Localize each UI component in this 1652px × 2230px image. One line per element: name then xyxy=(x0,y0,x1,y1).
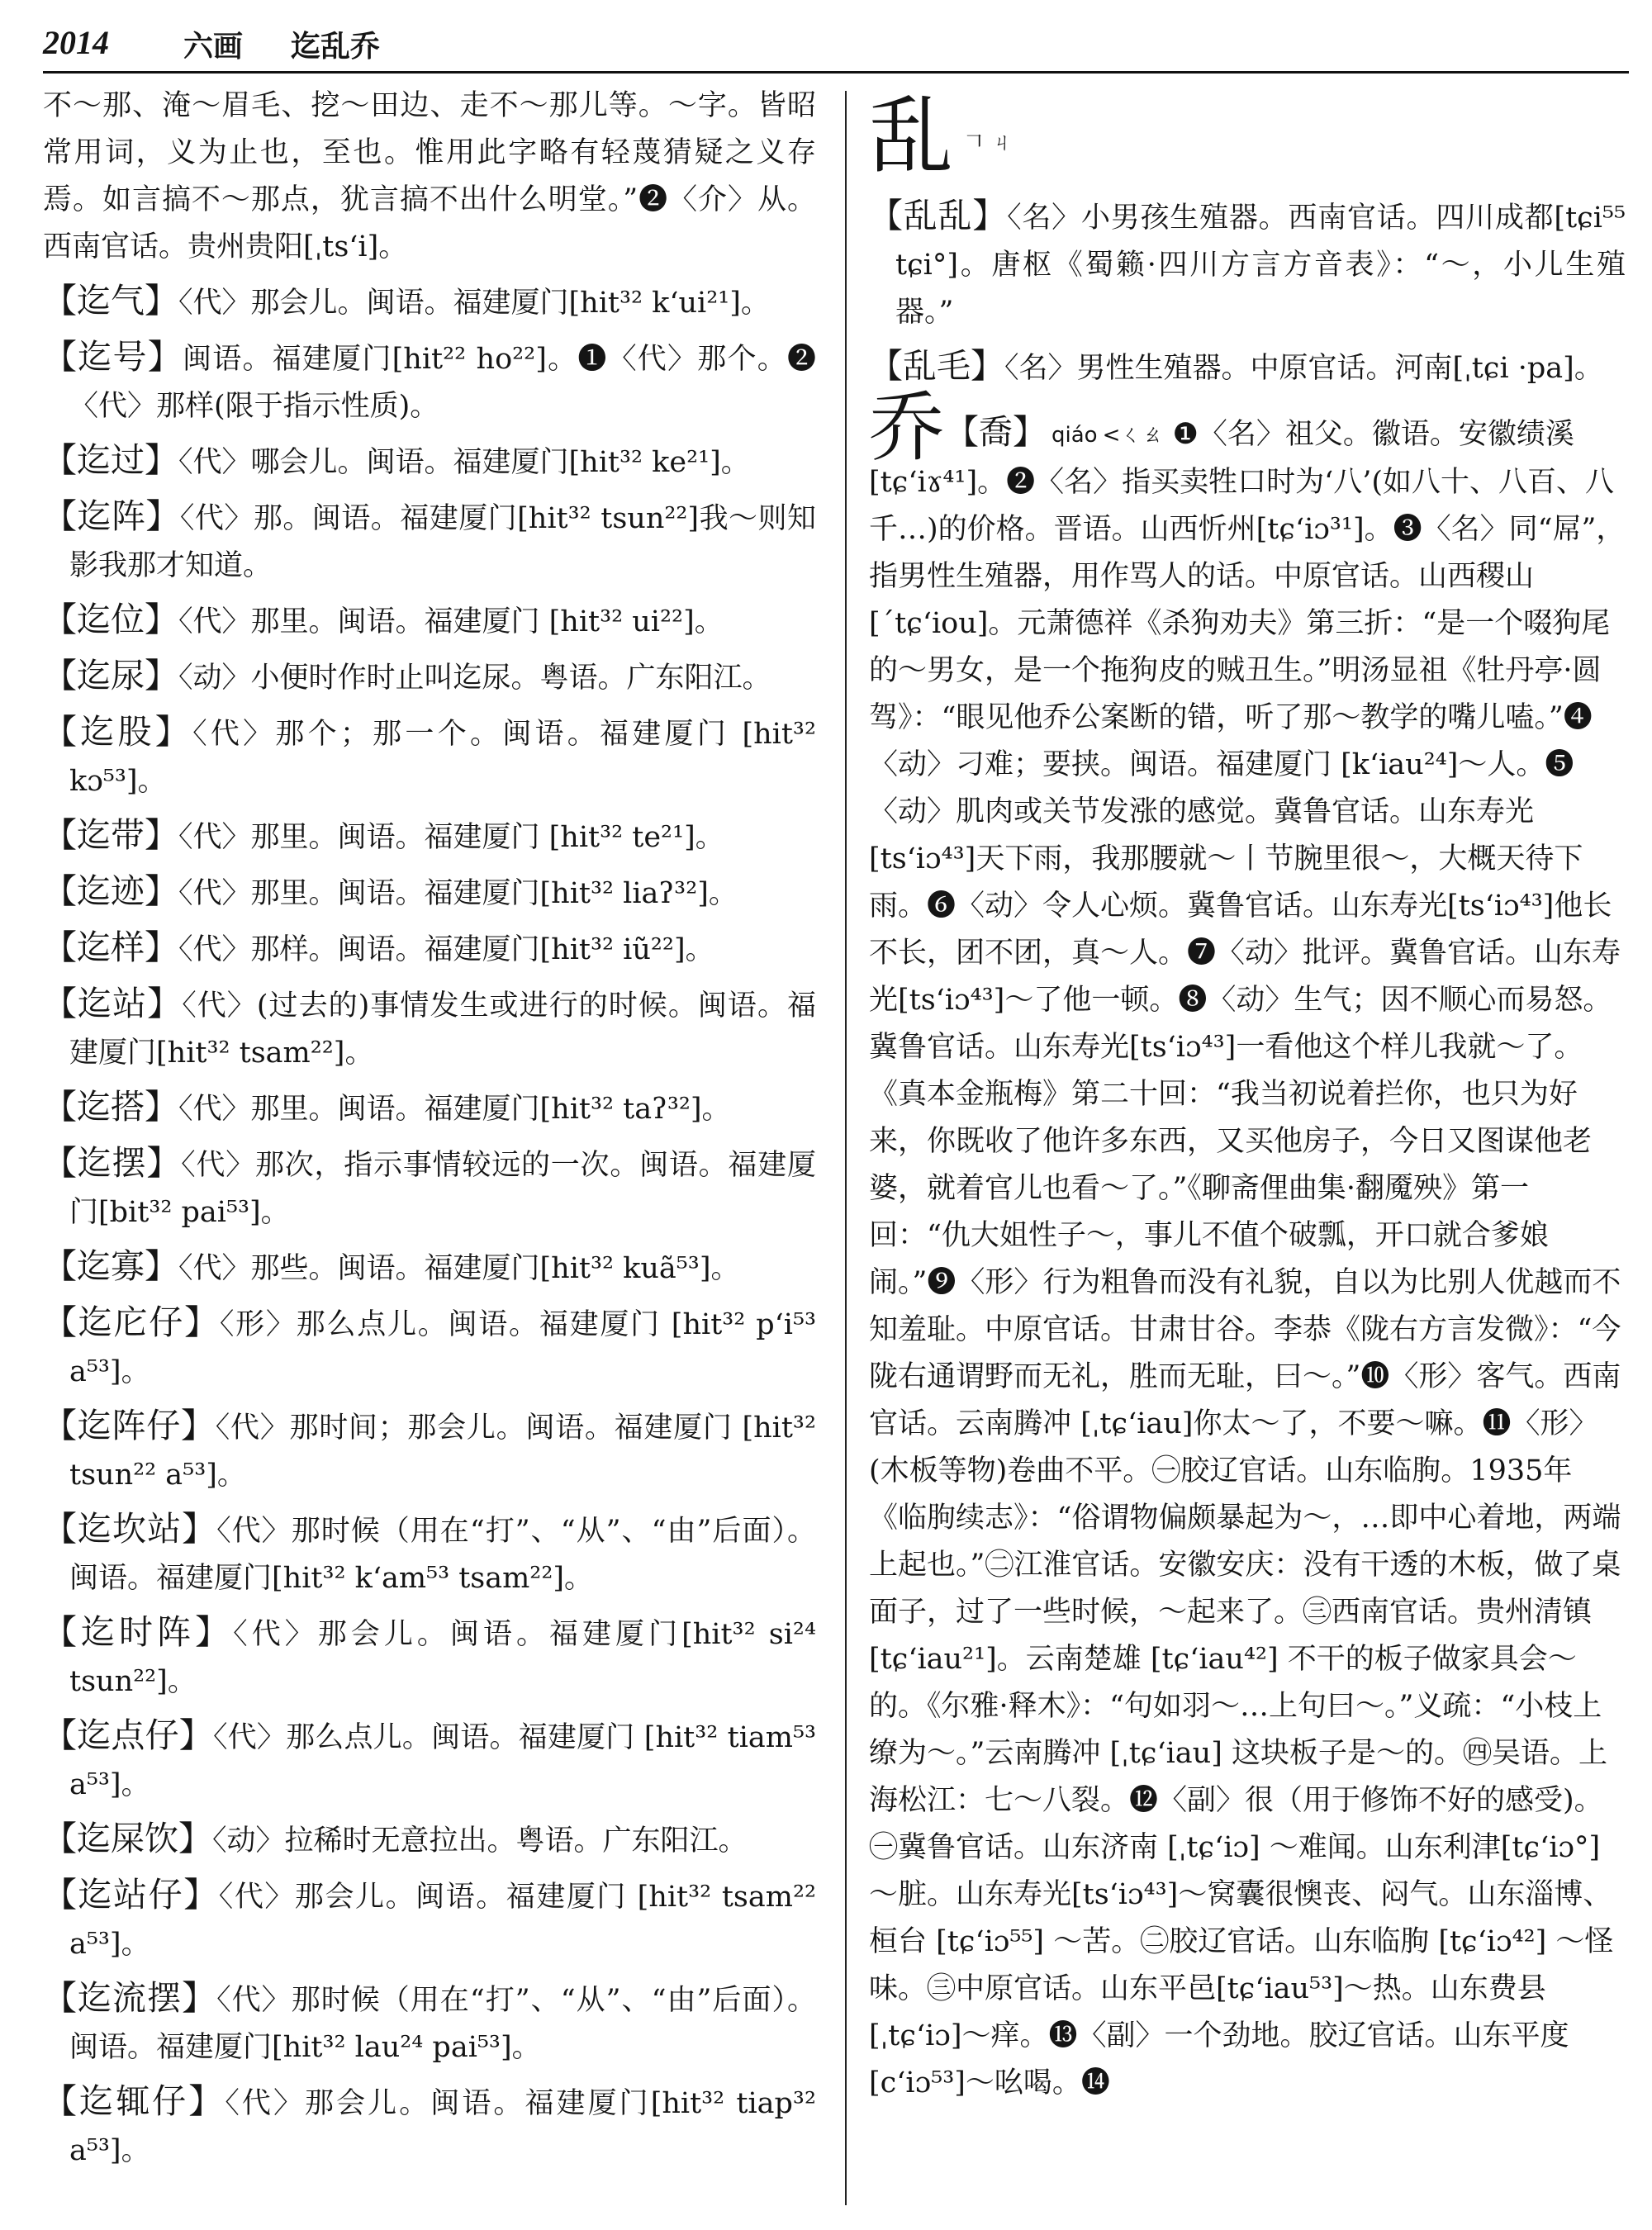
entry-headword: 【迄尿】 xyxy=(43,656,178,695)
entry-definition: 〈代〉那里。闽语。福建厦门 [hit³² ui²²]。 xyxy=(178,605,724,638)
column-divider xyxy=(845,91,847,2205)
entry-headword: 【迄寡】 xyxy=(43,1246,178,1286)
entry-definition: 〈代〉那。闽语。福建厦门[hit³² tsun²²]我～则知影我那才知道。 xyxy=(69,502,816,582)
headword-zha-char: 乱 xyxy=(869,88,953,186)
dictionary-entry xyxy=(43,1872,816,1968)
entry-definition: 〈名〉小男孩生殖器。西南官话。四川成都[tɕi⁵⁵ tɕi°]。唐枢《蜀籁·四川方言方音表》：“～，小儿生殖器。” xyxy=(895,202,1626,330)
dictionary-entry xyxy=(43,278,816,327)
headword-qiao-char: 乔 xyxy=(869,383,946,472)
entry-headword: 【迄阵】 xyxy=(43,496,180,536)
entry-definition: 〈代〉那次，指示事情较远的一次。闽语。福建厦门[bit³² pai⁵³]。 xyxy=(69,1149,816,1229)
entry-definition: 〈形〉那么点儿。闽语。福建厦门 [hit³² pʻi⁵³ a⁵³]。 xyxy=(69,1308,817,1388)
entry-headword: 【迄号】 xyxy=(43,337,183,377)
entry-definition: 〈代〉哪会儿。闽语。福建厦门[hit³² ke²¹]。 xyxy=(178,446,750,479)
entry-definition: 〈代〉那里。闽语。福建厦门[hit³² taʔ³²]。 xyxy=(178,1093,731,1126)
dictionary-entry xyxy=(43,1712,816,1809)
entry-headword: 【迄样】 xyxy=(43,928,178,967)
dictionary-entry xyxy=(43,1402,816,1499)
dictionary-entry xyxy=(43,709,816,805)
entry-headword: 【迄阵仔】 xyxy=(43,1406,216,1445)
entry-definition: 〈代〉那个；那一个。闽语。福建厦门 [hit³² kɔ⁵³]。 xyxy=(69,718,816,798)
dictionary-entry xyxy=(869,192,1626,336)
entry-definition: 〈代〉那时间；那会儿。闽语。福建厦门 [hit³² tsun²² a⁵³]。 xyxy=(69,1412,816,1492)
entry-definition: 〈代〉那时候（用在“打”、“从”、“由”后面）。闽语。福建厦门[hit³² kʻam⁵³ tsam²²]。 xyxy=(69,1515,816,1595)
headword-qiao-variant: 【喬】 xyxy=(945,412,1047,453)
entry-headword: 【迄庀仔】 xyxy=(43,1302,220,1342)
right-column xyxy=(869,83,1626,2110)
dictionary-entry xyxy=(43,652,816,702)
stroke-count: 六画 xyxy=(183,29,244,64)
entry-headword: 【迄流摆】 xyxy=(43,1978,217,2018)
headword-zha xyxy=(869,88,1626,189)
continuation-text: 不～那、淹～眉毛、挖～田边、走不～那儿等。～字。皆昭常用词，义为止也，至也。惟用此字略有轻蔑猜疑之义存焉。如言搞不～那点，犹言搞不出什么明堂。”❷〈介〉从。西南官话。贵州贵阳[ˌtsʻi]。 xyxy=(43,89,816,263)
dictionary-entry xyxy=(43,1140,816,1236)
dictionary-entry xyxy=(43,1609,816,1706)
dictionary-entry xyxy=(43,2078,816,2175)
entry-headword: 【迄站】 xyxy=(43,984,183,1023)
headword-qiao-pinyin: qiáo xyxy=(1051,423,1098,448)
entry-headword: 【迄屎饮】 xyxy=(43,1819,212,1858)
entry-definition: 〈代〉那些。闽语。福建厦门[hit³² kuã⁵³]。 xyxy=(178,1252,740,1285)
headword-qiao-definition: ❶〈名〉祖父。徽语。安徽绩溪[tɕʻiɤ⁴¹]。❷〈名〉指买卖牲口时为‘八’(如八十、八百、八千…)的价格。晋语。山西忻州[tɕʻiɔ³¹]。❸〈名〉同“屌”，指男性生殖器，用作骂人的话。中原官话。山西稷山 [ˊtɕʻiou]。元萧德祥《杀狗劝夫》第三折：“是一个啜狗尾的～男女，是一个拖狗皮的贼丑生。”明汤显祖《牡丹亭·圆驾》：“眼见他乔公案断的错，听了那～教学的嘴儿嗑。”❹〈动〉刁难；要挟。闽语。福建厦门 [kʻiau²⁴]～人。❺〈动〉肌肉或关节发涨的感觉。冀鲁官话。山东寿光[tsʻiɔ⁴³]天下雨，我那腰就～丨节腕里很～，大概天待下雨。❻〈动〉令人心烦。冀鲁官话。山东寿光[tsʻiɔ⁴³]他长不长，团不团，真～人。❼〈动〉批评。冀鲁官话。山东寿光[tsʻiɔ⁴³]～了他一顿。❽〈动〉生气；因不顺心而易怒。冀鲁官话。山东寿光[tsʻiɔ⁴³]一看他这个样儿我就～了。《真本金瓶梅》第二十回：“我当初说着拦你，也只为好来，你既收了他许多东西，又买他房子，今日又图谋他老婆，就着官儿也看～了。”《聊斋俚曲集·翻魇殃》第一回：“仇大姐性子～，事儿不值个破瓢，开口就合爹娘闹。”❾〈形〉行为粗鲁而没有礼貌，自以为比别人优越而不知羞耻。中原官话。甘肃甘谷。李恭《陇右方言发微》：“今陇右通谓野而无礼，胜而无耻，曰～。”❿〈形〉客气。西南官话。云南腾冲 [ˌtɕʻiau]你太～了，不要～嘛。⓫〈形〉(木板等物)卷曲不平。㊀胶辽官话。山东临朐。1935年《临朐续志》：“俗谓物偏颇暴起为～，…即中心着地，两端上起也。”㊁江淮官话。安徽安庆：没有干透的木板，做了桌面子，过了一些时候，～起来了。㊂西南官话。贵州清镇[tɕʻiau²¹]。云南楚雄 [tɕʻiau⁴²] 不干的板子做家具会～的。《尔雅·释木》：“句如羽～…上句曰～。”义疏：“小枝上缭为～。”云南腾冲 [ˌtɕʻiau] 这块板子是～的。㊃吴语。上海松江：七～八裂。⓬〈副〉很（用于修饰不好的感受)。㊀冀鲁官话。山东济南 [ˌtɕʻiɔ] ～难闻。山东利津[tɕʻiɔ°]～脏。山东寿光[tsʻiɔ⁴³]～窝囊很懊丧、闷气。山东淄博、桓台 [tɕʻiɔ⁵⁵] ～苦。㊁胶辽官话。山东临朐 [tɕʻiɔ⁴²] ～怪味。㊂中原官话。山东平邑[tɕʻiau⁵³]～热。山东费县[ˌtɕʻiɔ]～痒。⓭〈副〉一个劲地。胶辽官话。山东平度 [cʻiɔ⁵³]～吆喝。⓮ xyxy=(869,418,1626,2100)
dictionary-entry xyxy=(43,596,816,646)
entry-definition: 〈名〉男性生殖器。中原官话。河南[ˌtɕi ·pa]。 xyxy=(1004,352,1603,386)
dictionary-entry xyxy=(43,980,816,1077)
dictionary-entry xyxy=(43,1299,816,1396)
headword-qiao-bopomofo: <ㄑㄠ xyxy=(1102,423,1164,448)
entry-definition: 〈代〉那里。闽语。福建厦门 [hit³² te²¹]。 xyxy=(178,821,724,854)
dictionary-entry xyxy=(43,334,816,430)
dictionary-entry xyxy=(43,1506,816,1602)
dictionary-entry xyxy=(43,1975,816,2071)
entry-headword: 【迄时阵】 xyxy=(43,1612,234,1652)
dictionary-entry xyxy=(43,1815,816,1865)
dictionary-entry xyxy=(43,812,816,861)
headword-zha-gloss: 𠃍 ㄐ xyxy=(963,130,1014,156)
entry-headword: 【迄迹】 xyxy=(43,871,178,911)
entry-definition: 〈代〉那里。闽语。福建厦门[hit³² liaʔ³²]。 xyxy=(178,877,738,910)
entry-definition: 〈动〉拉稀时无意拉出。粤语。广东阳江。 xyxy=(212,1824,748,1858)
entry-headword: 【迄坎站】 xyxy=(43,1509,217,1549)
entry-headword: 【迄带】 xyxy=(43,815,178,855)
header-characters: 迄乱乔 xyxy=(291,29,381,64)
entry-headword: 【乱毛】 xyxy=(869,346,1004,387)
left-entry-list xyxy=(43,278,816,2175)
headword-qiao xyxy=(869,383,1626,2107)
entry-headword: 【迄站仔】 xyxy=(43,1875,219,1914)
left-column xyxy=(43,83,816,2181)
page-number: 2014 xyxy=(43,24,109,61)
entry-headword: 【乱乱】 xyxy=(869,196,1008,236)
dictionary-entry xyxy=(43,437,816,486)
entry-definition: 〈代〉那会儿。闽语。福建厦门[hit³² si²⁴ tsun²²]。 xyxy=(69,1618,816,1698)
entry-definition: 〈代〉那会儿。闽语。福建厦门[hit³² tiap³² a⁵³]。 xyxy=(69,2087,816,2167)
dictionary-entry xyxy=(43,924,816,974)
entry-definition: 〈动〉小便时作时止叫迄尿。粤语。广东阳江。 xyxy=(178,662,771,695)
entry-definition: 〈代〉那么点儿。闽语。福建厦门 [hit³² tiam⁵³ a⁵³]。 xyxy=(69,1721,817,1801)
entry-headword: 【迄过】 xyxy=(43,440,178,480)
entry-definition: 闽语。福建厦门[hit²² ho²²]。❶〈代〉那个。❷〈代〉那样(限于指示性质)。 xyxy=(69,343,817,423)
entry-headword: 【迄股】 xyxy=(43,712,193,752)
dictionary-entry xyxy=(43,1243,816,1293)
header-rule xyxy=(43,71,1629,74)
entry-definition: 〈代〉那会儿。闽语。福建厦门 [hit³² tsam²² a⁵³]。 xyxy=(69,1881,816,1961)
entry-definition: 〈代〉(过去的)事情发生或进行的时候。闽语。福建厦门[hit³² tsam²²]。 xyxy=(69,989,817,1070)
entry-headword: 【迄点仔】 xyxy=(43,1715,213,1755)
entry-headword: 【迄搭】 xyxy=(43,1087,178,1127)
entry-definition: 〈代〉那时候（用在“打”、“从”、“由”后面）。闽语。福建厦门[hit³² lau²⁴ pai⁵³]。 xyxy=(69,1984,816,2064)
entry-headword: 【迄摆】 xyxy=(43,1143,182,1183)
entry-headword: 【迄气】 xyxy=(43,281,178,320)
right-entry-list xyxy=(869,192,1626,392)
dictionary-entry xyxy=(869,343,1626,392)
entry-headword: 【迄位】 xyxy=(43,600,178,639)
dictionary-entry xyxy=(43,1084,816,1133)
entry-headword: 【迄辄仔】 xyxy=(43,2081,225,2121)
dictionary-entry xyxy=(43,868,816,918)
dictionary-entry xyxy=(43,493,816,590)
entry-definition: 〈代〉那样。闽语。福建厦门[hit³² iũ²²]。 xyxy=(178,933,714,966)
entry-definition: 〈代〉那会儿。闽语。福建厦门[hit³² kʻui²¹]。 xyxy=(178,287,770,320)
page-header xyxy=(43,23,1629,71)
